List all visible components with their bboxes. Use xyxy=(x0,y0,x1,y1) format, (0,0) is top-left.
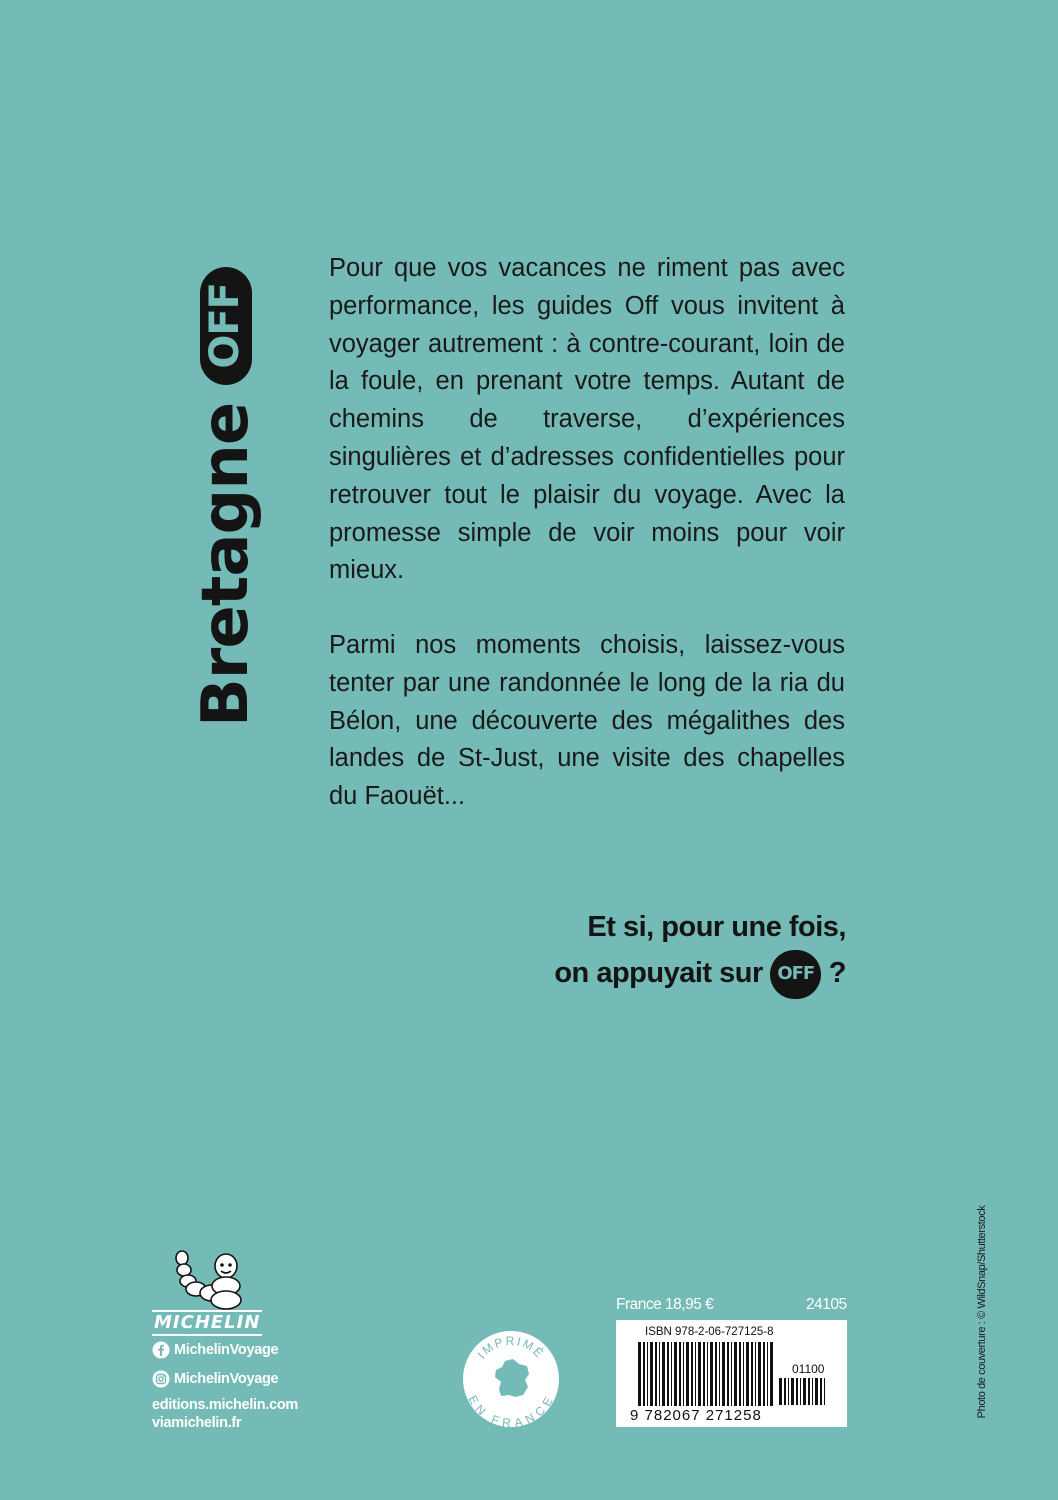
website-link-2[interactable]: viamichelin.fr xyxy=(152,1415,242,1431)
barcode-bar xyxy=(683,1342,684,1406)
barcode-bar xyxy=(731,1342,732,1406)
barcode-bar xyxy=(788,1378,789,1405)
barcode-bar xyxy=(755,1342,756,1406)
barcode-bar xyxy=(739,1342,741,1406)
vertical-title xyxy=(126,252,326,742)
instagram-link[interactable] xyxy=(152,1370,278,1388)
barcode-bar xyxy=(727,1342,729,1406)
barcode-bar xyxy=(746,1342,749,1406)
barcode-bar xyxy=(808,1378,810,1405)
barcode-bar xyxy=(824,1378,825,1405)
instagram-handle: MichelinVoyage xyxy=(174,1371,279,1387)
barcode-bar xyxy=(791,1378,794,1405)
barcode-bar xyxy=(650,1342,653,1406)
facebook-handle: MichelinVoyage xyxy=(174,1342,279,1358)
photo-credit-text: Photo de couverture : © WildSnap/Shutterstock xyxy=(976,1205,988,1419)
barcode-bar xyxy=(638,1342,641,1406)
off-badge: OFF xyxy=(200,267,252,385)
barcode-bar xyxy=(803,1378,806,1405)
barcode xyxy=(616,1320,847,1427)
website-link-1[interactable]: editions.michelin.com xyxy=(152,1397,298,1413)
barcode-bar xyxy=(679,1342,681,1406)
barcode-bar xyxy=(722,1342,725,1406)
isbn: ISBN 978-2-06-727125-8 xyxy=(645,1326,774,1338)
tagline-suffix: ? xyxy=(828,957,846,989)
instagram-icon xyxy=(152,1370,170,1388)
barcode-bar xyxy=(671,1342,672,1406)
barcode-bar xyxy=(710,1342,713,1406)
barcode-bar xyxy=(643,1342,645,1406)
barcode-bar xyxy=(734,1342,737,1406)
ean-barcode-bars xyxy=(638,1342,773,1406)
tagline-off-badge: OFF xyxy=(770,950,821,999)
product-code: 24105 xyxy=(806,1296,847,1313)
description-paragraph-1: Pour que vos vacances ne riment pas avec performance, les guides Off vous invitent à voyager autrement : à contre-courant, loin de la foule, en prenant votre temps. Autant de chemins de traverse, d’expériences singulières et d’adresses confidentielles pour retrouver tout le plaisir du voyage. Avec la promesse simple de voir moins pour voir mieux. xyxy=(329,254,845,585)
ean-number: 9 782067 271258 xyxy=(630,1407,762,1424)
addon-number: 01100 xyxy=(792,1362,825,1376)
imprime-en-france-seal xyxy=(461,1329,561,1429)
price: France 18,95 € xyxy=(616,1296,714,1313)
barcode-bar xyxy=(698,1342,701,1406)
barcode-bar xyxy=(691,1342,693,1406)
barcode-bar xyxy=(674,1342,677,1406)
barcode-bar xyxy=(662,1342,665,1406)
barcode-bar xyxy=(659,1342,660,1406)
tagline-prefix: on appuyait sur xyxy=(554,957,763,989)
seal-top-text: IMPRIMÉ xyxy=(474,1334,548,1362)
barcode-bar xyxy=(767,1342,768,1406)
barcode-bar xyxy=(763,1342,765,1406)
facebook-icon xyxy=(152,1341,170,1359)
seal-bottom-text: EN FRANCE xyxy=(465,1393,557,1429)
barcode-bar xyxy=(695,1342,696,1406)
barcode-bar xyxy=(770,1342,773,1406)
barcode-bar xyxy=(719,1342,720,1406)
barcode-bar xyxy=(703,1342,705,1406)
facebook-link[interactable] xyxy=(152,1341,278,1359)
addon-barcode-bars xyxy=(779,1378,827,1405)
barcode-bar xyxy=(686,1342,689,1406)
barcode-bar xyxy=(707,1342,708,1406)
barcode-bar xyxy=(800,1378,801,1405)
barcode-bar xyxy=(779,1378,782,1405)
barcode-bar xyxy=(815,1378,818,1405)
tagline xyxy=(554,904,846,999)
barcode-bar xyxy=(715,1342,717,1406)
barcode-bar xyxy=(784,1378,786,1405)
barcode-bar xyxy=(751,1342,753,1406)
barcode-bar xyxy=(743,1342,744,1406)
barcode-bar xyxy=(647,1342,648,1406)
barcode-bar xyxy=(820,1378,822,1405)
description-paragraph-2: Parmi nos moments choisis, laissez-vous tenter par une randonnée le long de la ria du Bélon, une découverte des mégalithes des landes de St-Just, une visite des chapelles du Faouët... xyxy=(329,631,845,811)
tagline-line-1: Et si, pour une fois, xyxy=(587,911,846,943)
barcode-bar xyxy=(758,1342,761,1406)
barcode-bar xyxy=(796,1378,798,1405)
photo-credit xyxy=(968,1198,996,1426)
barcode-bar xyxy=(667,1342,669,1406)
barcode-bar xyxy=(655,1342,657,1406)
barcode-bar xyxy=(812,1378,813,1405)
book-title: Bretagne xyxy=(189,402,263,727)
tagline-line-2 xyxy=(554,950,846,999)
michelin-logo: MICHELIN xyxy=(152,1310,262,1336)
bibendum-icon xyxy=(168,1250,298,1312)
